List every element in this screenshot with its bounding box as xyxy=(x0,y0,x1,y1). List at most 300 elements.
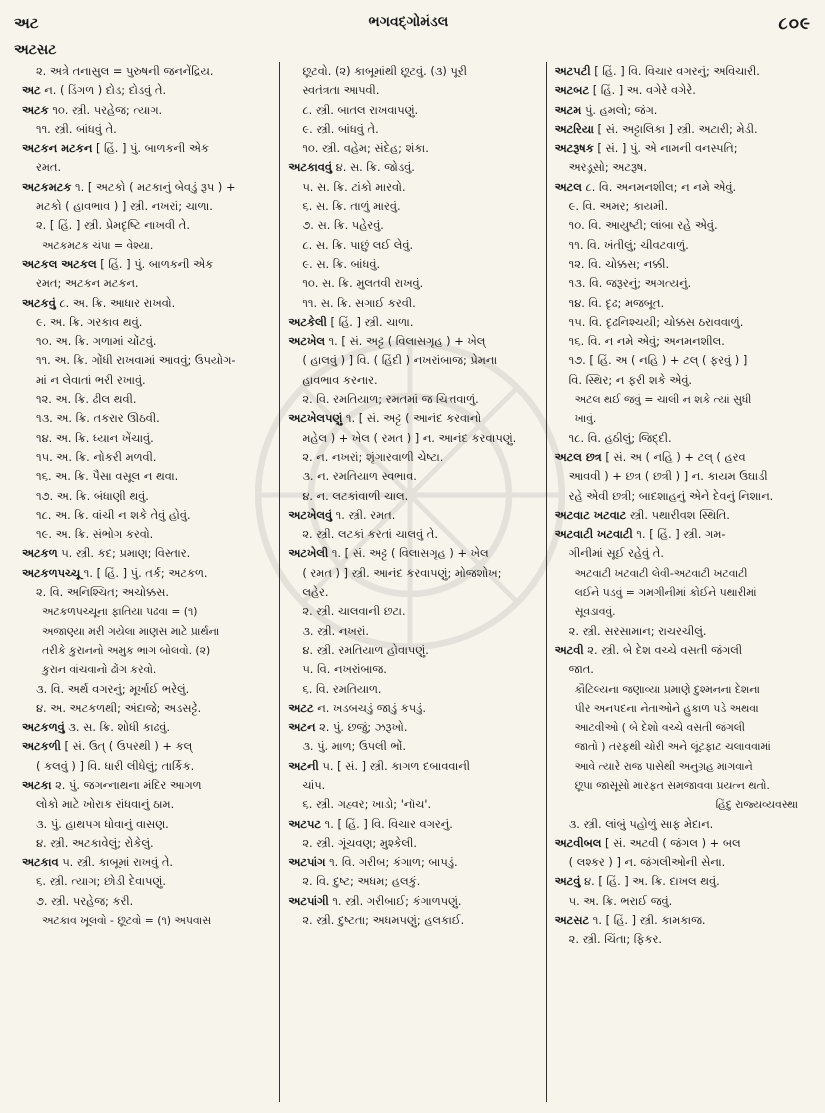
definition-text: ૧૦. સ્ત્રી. વહેમ; સંદેહ; શંકા. xyxy=(302,141,429,156)
entry-columns xyxy=(14,62,812,1102)
definition-text: ૧૨. અ. ક્રિ. ઢીલ થવી. xyxy=(36,392,137,407)
definition-text: ૨. [ હિં. ] સ્ત્રી. પ્રેમદૃષ્ટિ નાખવી તે. xyxy=(36,218,190,233)
definition-text: [ સં. ] પું. એ નામની વનસ્પતિ; xyxy=(593,141,738,156)
definition-line xyxy=(22,911,271,930)
definition-text: [ સં. અટ્ટાલિકા ] સ્ત્રી. અટારી; મેડી. xyxy=(593,121,758,136)
definition-text: ૧. [ અટકો ( મટકાનું બેવડું રૂપ ) + xyxy=(71,179,236,194)
definition-line xyxy=(288,911,537,930)
definition-line xyxy=(555,216,804,235)
definition-line xyxy=(555,795,804,814)
definition-text: ૩. વિ. અર્થ વગરનું; મૂર્ખાઈ ભરેલું. xyxy=(36,681,190,696)
definition-text: ૧૧. સ્ત્રી. બાંધવું તે. xyxy=(36,121,117,136)
definition-line xyxy=(288,834,537,853)
definition-text: ૧૭. [ હિં. અ ( નહિ ) + ટલ્ ( ફરવું ) ] xyxy=(568,353,748,368)
definition-line xyxy=(22,699,271,718)
headword: અટવીબલ xyxy=(554,835,602,850)
definition-text: ૮. સ. ક્રિ. પાછું લઈ લેવું. xyxy=(302,237,414,252)
headword: અટક xyxy=(22,102,49,117)
headword: અટકલ અટકલ xyxy=(22,256,97,271)
dictionary-entry-line xyxy=(22,564,271,583)
headword: અટપાંગી xyxy=(288,893,329,908)
definition-line xyxy=(288,429,537,448)
definition-line xyxy=(22,120,271,139)
definition-text: અજાણ્યા મરી ગયેલા માણસ માટે પ્રાર્થના xyxy=(42,624,220,638)
definition-text: ૯. વિ. અમર; કાયમી. xyxy=(568,199,669,214)
headword: અટલ છત્ર xyxy=(554,449,602,464)
definition-line xyxy=(555,429,804,448)
definition-line xyxy=(555,332,804,351)
definition-line xyxy=(555,622,804,641)
definition-line xyxy=(22,892,271,911)
page-title: ભગવદ્ગોમંડલ xyxy=(368,14,449,30)
definition-line xyxy=(555,583,804,602)
definition-text: ૧. [ હિં. ] પું. તર્ક; અટકળ. xyxy=(80,565,208,580)
headword: અટખેલ xyxy=(288,334,325,349)
definition-line xyxy=(288,62,537,81)
definition-text: ૫. સ્ત્રી. કદ; પ્રમાણ; વિસ્તાર. xyxy=(57,546,191,561)
guide-word-range: અટસટ xyxy=(14,42,57,58)
definition-text: કૌટિલ્યના જણાવ્યા પ્રમાણે દુશ્મનના દેશના xyxy=(574,682,760,696)
headword: અટખેલપણું xyxy=(288,411,343,426)
definition-text: ન. ખડબચડું જાડું કપડું. xyxy=(313,700,426,715)
definition-line xyxy=(288,274,537,293)
definition-text: ૧૦. અ. ક્રિ. ગળામાં ચોંટવું. xyxy=(36,334,157,349)
definition-text: છૂપા જાસૂસો મારફત સમજાવવા પ્રયત્ન થતો. xyxy=(574,778,770,792)
definition-line xyxy=(555,602,804,621)
headword: અટપટ xyxy=(288,816,321,831)
definition-line xyxy=(22,216,271,235)
definition-line xyxy=(22,487,271,506)
definition-text: ૪. સ્ત્રી. રમતિયાળ હોવાપણું. xyxy=(302,642,429,657)
page-header xyxy=(14,14,811,40)
definition-text: ૧૭. અ. ક્રિ. બંધાણી થવું. xyxy=(36,488,149,503)
definition-line xyxy=(288,139,537,158)
definition-text: [ હિં. ] વિ. વિચાર વગરનું; અવિચારી. xyxy=(590,64,760,78)
definition-text: અટકાવ ખૂલવો - છૂટવો = (૧) અપવાસ xyxy=(42,914,211,928)
definition-line xyxy=(288,371,537,390)
definition-text: જાત. xyxy=(568,662,594,677)
headword: અટન xyxy=(288,720,316,735)
dictionary-entry-line xyxy=(288,892,537,911)
definition-line xyxy=(22,602,271,621)
definition-line xyxy=(22,641,271,660)
definition-text: ( હાલવું ) ] વિ. ( હિંદી ) નખરાંબાજ; પ્રેમના xyxy=(302,353,498,368)
definition-text: ૪. ન. લટકાંવાળી ચાલ. xyxy=(302,488,409,503)
definition-line xyxy=(555,255,804,274)
dictionary-entry-line xyxy=(22,81,271,100)
definition-line xyxy=(288,197,537,216)
definition-text: ૧૯. અ. ક્રિ. સંભોગ કરવો. xyxy=(36,527,154,542)
definition-line xyxy=(555,930,804,949)
definition-text: ૯. સ. ક્રિ. બાંધવું. xyxy=(302,256,381,271)
definition-line xyxy=(22,62,271,81)
definition-line xyxy=(555,776,804,795)
definition-line xyxy=(555,718,804,737)
definition-text: કુરાન વાંચવાનો ઢોંગ કરવો. xyxy=(42,663,157,677)
headword: અટકેલી xyxy=(288,314,327,329)
definition-line xyxy=(288,467,537,486)
headword: અટવું xyxy=(554,874,581,889)
definition-text: ૫. [ સં. ] સ્ત્રી. કાગળ દબાવવાની xyxy=(318,758,471,773)
definition-text: ૧. [ હિં. ] સ્ત્રી. કામકાજ. xyxy=(589,913,706,928)
dictionary-entry-line xyxy=(555,872,804,891)
definition-line xyxy=(288,255,537,274)
definition-text: ૮. વિ. અનમનશીલ; ન નમે એવું. xyxy=(581,179,737,194)
definition-line xyxy=(22,158,271,177)
definition-line xyxy=(288,390,537,409)
definition-text: ૯. અ. ક્રિ. ગરકાવ થવું. xyxy=(36,314,143,329)
definition-line xyxy=(288,294,537,313)
definition-text: પું. હમલો; જંગ. xyxy=(581,102,658,117)
definition-line xyxy=(22,815,271,834)
dictionary-entry-line xyxy=(22,718,271,737)
definition-text: ૧૪. અ. ક્રિ. ધ્યાન ખેંચાવું. xyxy=(36,430,154,445)
definition-text: આવે ત્યારે રાજ પાસેથી અનુગ્રહ માગવાને xyxy=(574,759,753,773)
definition-text: ૨. સ્ત્રી. ચિંતા; ફિકર. xyxy=(568,932,663,947)
definition-text: ૨. સ્ત્રી. સરસામાન; રાચરચીલું. xyxy=(568,623,707,638)
definition-text: ૧. [ સં. અટ્ટ ( વિલાસગૃહ ) + ખેલ xyxy=(328,546,489,561)
column-3 xyxy=(546,62,812,1102)
dictionary-entry-line xyxy=(288,313,537,332)
definition-text: [ સં. અટવી ( જંગલ ) + બલ xyxy=(601,835,741,850)
dictionary-entry-line xyxy=(555,120,804,139)
dictionary-entry-line xyxy=(555,448,804,467)
dictionary-entry-line xyxy=(288,332,537,351)
definition-text: ૬. સ. ક્રિ. તાળું મારવું. xyxy=(302,199,401,214)
definition-text: ૧૩. વિ. જરૂરનું; અગત્યનું. xyxy=(568,276,692,291)
definition-line xyxy=(22,448,271,467)
definition-line xyxy=(288,872,537,891)
definition-text: ૨. ન. નખરાં; શૃંગારવાળી ચેષ્ટા. xyxy=(302,449,444,464)
definition-text: લોકો માટે ખોરાક રાંધવાનું ઠામ. xyxy=(36,797,175,812)
headword: અટખેલી xyxy=(288,546,329,561)
definition-text: ૧૪. વિ. દૃઢ; મજબૂત. xyxy=(568,295,665,310)
definition-text: તરીકે કુરાનનો અમુક ભાગ બોલવો. (૨) xyxy=(42,643,211,657)
definition-line xyxy=(22,525,271,544)
definition-text: આવવી ) + છત્ર ( છત્રી ) ] ન. કાયમ ઉઘાડી xyxy=(568,469,768,484)
definition-text: ગીનીમાં સૂઈ રહેવું તે. xyxy=(568,546,664,561)
page-number: ૮૦૯ xyxy=(778,14,811,34)
definition-text: ૨. સ્ત્રી. ગૂંચવણ; મુશ્કેલી. xyxy=(302,835,418,850)
dictionary-entry-line xyxy=(22,139,271,158)
dictionary-entry-line xyxy=(288,506,537,525)
definition-text: ૨. સ્ત્રી. ચાલવાની છટા. xyxy=(302,604,406,619)
column-2 xyxy=(279,62,545,1102)
definition-text: ૩. ન. રમતિયાળ સ્વભાવ. xyxy=(302,469,417,484)
definition-line xyxy=(288,525,537,544)
definition-line xyxy=(288,178,537,197)
definition-line xyxy=(288,448,537,467)
definition-text: ૬. સ્ત્રી. ગહ્વર; ખાડો; 'નૉચ'. xyxy=(302,797,432,812)
definition-text: ૨. વિ. દુષ્ટ; અધમ; હલકું. xyxy=(302,874,421,889)
definition-text: ૨. વિ. અનિશ્ચિત; અચોક્કસ. xyxy=(36,585,170,600)
definition-line xyxy=(555,294,804,313)
definition-line xyxy=(555,351,804,370)
definition-line xyxy=(288,351,537,370)
definition-text: ૨. સ્ત્રી. બે દેશ વચ્ચે વસતી જંગલી xyxy=(583,642,743,657)
definition-line xyxy=(555,815,804,834)
definition-text: ૨. પું. છજું; ઝરૂખો. xyxy=(315,720,408,735)
definition-text: ૧૦. વિ. આયુષ્ટી; લાંબા રહે એવું. xyxy=(568,218,718,233)
definition-text: ૩. સ્ત્રી. લાંબું પહોળું સાફ મેદાન. xyxy=(568,816,714,831)
definition-text: ૧૦. સ્ત્રી. પરહેજ; ત્યાગ. xyxy=(48,102,163,117)
headword: અટકાવ xyxy=(22,855,59,870)
headword: અટવાટ ખટવાટ xyxy=(554,507,627,522)
definition-text: ૧૦. સ. ક્રિ. મુલતવી રાખવું. xyxy=(302,276,424,291)
definition-line xyxy=(288,776,537,795)
definition-text: સ્વતંત્રતા આપવી. xyxy=(302,83,380,98)
definition-line xyxy=(555,680,804,699)
definition-text: ૧. સ્ત્રી. રમત. xyxy=(332,507,396,522)
definition-text: ( લશ્કર ) ] ન. જંગલીઓની સેના. xyxy=(568,855,726,870)
definition-line xyxy=(288,622,537,641)
definition-text: ૧૬. વિ. ન નમે એવું; અનમનશીલ. xyxy=(568,334,725,349)
definition-text: ૧૧. વિ. ખંતીલું; ચીવટવાળું. xyxy=(568,237,689,252)
definition-line xyxy=(22,371,271,390)
definition-line xyxy=(22,757,271,776)
definition-line xyxy=(288,564,537,583)
definition-text: અટલ થઈ જવું = ચાલી ન શકે ત્યાં સુધી xyxy=(574,393,752,407)
dictionary-entry-line xyxy=(288,158,537,177)
dictionary-entry-line xyxy=(555,101,804,120)
dictionary-entry-line xyxy=(555,641,804,660)
definition-text: સૂવડાવવું. xyxy=(574,605,616,619)
definition-line xyxy=(288,795,537,814)
definition-text: ૮. સ્ત્રી. બાતલ રાખવાપણું. xyxy=(302,102,419,117)
definition-line xyxy=(555,409,804,428)
definition-line xyxy=(288,81,537,100)
dictionary-entry-line xyxy=(288,699,537,718)
headword: અટકળવું xyxy=(22,720,65,735)
definition-line xyxy=(288,641,537,660)
definition-text: ૨. અત્રે તનાસુલ = પુરુષની જનનેંદ્રિય. xyxy=(36,64,214,78)
definition-text: ૫. અ. ક્રિ. ભરાઈ જવું. xyxy=(568,893,673,908)
definition-line xyxy=(555,892,804,911)
definition-text: ૧૮. વિ. હઠીલું; જિદ્દી. xyxy=(568,430,672,445)
definition-text: ૫. સ. ક્રિ. ટાંકો મારવો. xyxy=(302,179,406,194)
definition-text: સ્ત્રી. પથારીવશ સ્થિતિ. xyxy=(626,507,730,522)
definition-text: ૭. સ્ત્રી. પરહેજ; કરી. xyxy=(36,893,134,908)
headword: અટવાટી ખટવાટી xyxy=(554,527,633,542)
definition-text: ખાવું. xyxy=(574,412,597,426)
headword: અટરિયા xyxy=(554,121,594,136)
definition-line xyxy=(555,390,804,409)
definition-line xyxy=(22,506,271,525)
dictionary-entry-line xyxy=(288,815,537,834)
definition-line xyxy=(22,332,271,351)
definition-line xyxy=(555,197,804,216)
definition-text: ૧૫. વિ. દૃઢનિશ્ચયી; ચોક્કસ ઠરાવવાળું. xyxy=(568,314,744,329)
definition-text: ૪. સ. ક્રિ. જોડવું. xyxy=(332,160,415,175)
definition-text: લહેર. xyxy=(302,585,329,600)
definition-line xyxy=(22,429,271,448)
definition-line xyxy=(288,236,537,255)
definition-line xyxy=(288,602,537,621)
definition-text: રમત. xyxy=(36,160,62,175)
dictionary-entry-line xyxy=(22,255,271,274)
dictionary-entry-line xyxy=(555,178,804,197)
definition-line xyxy=(288,101,537,120)
definition-text: [ સં. અ ( નહિ ) + ટલ્ ( હરવ xyxy=(601,449,746,464)
definition-line xyxy=(22,834,271,853)
headword: અટકળ xyxy=(22,546,58,561)
definition-line xyxy=(22,680,271,699)
definition-text: ૬. સ્ત્રી. ત્યાગ; છોડી દેવાપણું. xyxy=(36,874,166,889)
dictionary-entry-line xyxy=(288,757,537,776)
definition-line xyxy=(22,197,271,216)
definition-text: ૧. વિ. ગરીબ; કંગાળ; બાપડું. xyxy=(325,855,458,870)
dictionary-entry-line xyxy=(555,911,804,930)
dictionary-entry-line xyxy=(288,853,537,872)
definition-text: ૧. [ સં. અટ્ટ ( આનંદ કરવાનો xyxy=(342,411,482,426)
definition-text: ચાંપ. xyxy=(302,777,326,792)
definition-text: ૩. પું. માળ; ઉપલી ભોં. xyxy=(302,739,407,754)
definition-text: ૧૮. અ. ક્રિ. વાંચી ન શકે તેવું હોવું. xyxy=(36,507,191,522)
headword: અટલ xyxy=(554,179,582,194)
definition-line xyxy=(555,853,804,872)
headword: અટની xyxy=(288,758,319,773)
definition-text: લઈને પડવું = ગમગીનીમાં કોઈને પથારીમાં xyxy=(574,586,757,600)
headword: અટકા xyxy=(22,777,52,792)
definition-text: ૪. [ હિં. ] અ. ક્રિ. દાખલ થવું. xyxy=(580,874,720,889)
definition-text: ૨. પું. જગન્નાથના મંદિર આગળ xyxy=(51,777,202,792)
definition-text: અરડૂસો; અટરૂષ. xyxy=(568,160,648,175)
dictionary-entry-line xyxy=(22,544,271,563)
headword: અટકવું xyxy=(22,295,56,310)
headword: અટવી xyxy=(554,642,584,657)
definition-text: રમત; અટકન મટકન. xyxy=(36,276,139,291)
definition-text: ૪. અ. અટકળથી; અંદાજે; અડસટ્ટે. xyxy=(36,700,202,715)
definition-text: ન. ( ડિંગળ ) દોડ; દોડવું તે. xyxy=(40,83,167,98)
definition-text: ૧૫. અ. ક્રિ. નોકરી મળવી. xyxy=(36,449,157,464)
definition-line xyxy=(22,274,271,293)
definition-text: [ હિં. ] પું. બાળકની એક xyxy=(92,141,209,156)
definition-text: ૨. વિ. રમતિયાળ; રમતમાં જ ચિત્તવાળું. xyxy=(302,392,479,407)
headword: અટપાંગ xyxy=(288,855,326,870)
definition-text: ૪. સ્ત્રી. અટકાવેલું; રોકેલું. xyxy=(36,835,154,850)
definition-line xyxy=(555,544,804,563)
definition-text: ૩. પું. હાથપગ ધોવાનું વાસણ. xyxy=(36,816,169,831)
headword: અટટ xyxy=(288,700,314,715)
definition-line xyxy=(555,564,804,583)
definition-text: ૧. સ્ત્રી. ગરીબાઈ; કંગાળપણું. xyxy=(328,893,462,908)
definition-text: મહેલ ) + ખેલ ( રમત ) ] ન. આનંદ કરવાપણું. xyxy=(302,430,517,445)
definition-line xyxy=(555,660,804,679)
definition-line xyxy=(288,487,537,506)
definition-line xyxy=(288,216,537,235)
definition-line xyxy=(22,872,271,891)
definition-text: [ હિં. ] અ. વગેરે વગેરે. xyxy=(589,83,696,98)
dictionary-entry-line xyxy=(22,737,271,756)
definition-line xyxy=(22,795,271,814)
definition-line xyxy=(555,487,804,506)
dictionary-entry-line xyxy=(22,776,271,795)
definition-line xyxy=(288,737,537,756)
definition-text: ૧. [ હિં. ] સ્ત્રી. ગમ- xyxy=(632,527,726,542)
dictionary-entry-line xyxy=(22,178,271,197)
definition-text: વિ. સ્થિર; ન ફરી શકે એવું. xyxy=(568,372,693,387)
definition-line xyxy=(22,583,271,602)
dictionary-entry-line xyxy=(288,544,537,563)
headword: અટકન મટકન xyxy=(22,141,93,156)
definition-text: ( કલવું ) ] વિ. ધારી લીધેલું; તાર્કિક. xyxy=(36,758,195,773)
definition-text: ૬. વિ. રમતિયાળ. xyxy=(302,681,382,696)
dictionary-entry-line xyxy=(555,525,804,544)
headword: અટકળી xyxy=(22,739,61,754)
headword: અટકળપચ્ચૂ xyxy=(22,565,81,580)
definition-text: ૭. સ. ક્રિ. પહેરવું. xyxy=(302,218,384,233)
definition-line xyxy=(288,583,537,602)
definition-line xyxy=(288,660,537,679)
definition-text: ૯. સ્ત્રી. બાંધવું તે. xyxy=(302,121,379,136)
dictionary-entry-line xyxy=(555,62,804,81)
guide-word-left: અટ xyxy=(14,14,39,32)
headword: અટસટ xyxy=(554,913,590,928)
definition-text: જાતો ) તરફથી ચોરી અને લૂંટફાટ ચલાવવામાં xyxy=(574,740,771,754)
definition-line xyxy=(22,313,271,332)
definition-line xyxy=(288,680,537,699)
headword: અટકમટક xyxy=(22,179,72,194)
column-1 xyxy=(14,62,279,1102)
dictionary-entry-line xyxy=(555,81,804,100)
definition-text: ૧. [ સં. અટ્ટ ( વિલાસગૃહ ) + ખેલ્ xyxy=(324,334,486,349)
headword: અટકાવવું xyxy=(288,160,333,175)
definition-line xyxy=(555,158,804,177)
dictionary-entry-line xyxy=(555,506,804,525)
definition-text: છૂટવો. (૨) કાબૂમાંથી છૂટવું. (૩) પૂરી xyxy=(302,64,467,78)
definition-line xyxy=(555,313,804,332)
dictionary-entry-line xyxy=(22,294,271,313)
definition-line xyxy=(22,351,271,370)
headword: અટરૂષક xyxy=(554,141,594,156)
definition-line xyxy=(555,737,804,756)
headword: અટખેલવું xyxy=(288,507,333,522)
dictionary-entry-line xyxy=(555,834,804,853)
definition-line xyxy=(288,120,537,139)
definition-text: આટવીઓ ( બે દેશો વચ્ચે વસતી જંગલી xyxy=(574,721,745,735)
definition-text: ૩. સ. ક્રિ. શોધી કાઢવું. xyxy=(64,720,170,735)
definition-text: માં ન લેવાતાં ભરી રખાવું. xyxy=(36,372,146,387)
definition-text: ૧૨. વિ. ચોક્કસ; નક્કી. xyxy=(568,256,670,271)
dictionary-entry-line xyxy=(22,853,271,872)
definition-line xyxy=(22,390,271,409)
definition-line xyxy=(22,622,271,641)
definition-text: અટવાટી ખટવાટી લેવી-અટવાટી ખટવાટી xyxy=(574,566,748,580)
definition-line xyxy=(555,274,804,293)
headword: અટબટ xyxy=(554,83,590,98)
dictionary-entry-line xyxy=(288,718,537,737)
definition-line xyxy=(22,660,271,679)
dictionary-entry-line xyxy=(555,139,804,158)
definition-text: [ હિં. ] સ્ત્રી. ચાળા. xyxy=(326,314,414,329)
definition-text: પીર અનપદના નેતાઓને હુકાળ પડે અથવા xyxy=(574,701,759,715)
definition-text: ૧૧. અ. ક્રિ. ગોંધી રાખવામાં આવવું; ઉપયોગ- xyxy=(36,353,236,368)
headword: અટપટી xyxy=(554,64,591,78)
definition-text: હિંદુ રાજ્યવ્યવસ્થા xyxy=(715,798,798,812)
definition-text: અટકમટક ચંપા = વેશ્યા. xyxy=(42,238,154,252)
definition-line xyxy=(22,467,271,486)
definition-text: [ હિં. ] પું. બાળકની એક xyxy=(96,256,214,271)
definition-text: ૫. સ્ત્રી. કાબૂમાં રાખવું તે. xyxy=(58,855,174,870)
definition-text: હાવભાવ કરનાર. xyxy=(302,372,378,387)
definition-text: ૮. અ. ક્રિ. આધાર રાખવો. xyxy=(55,295,176,310)
definition-text: ૩. સ્ત્રી. નખરાં. xyxy=(302,623,370,638)
definition-line xyxy=(555,699,804,718)
dictionary-entry-line xyxy=(288,409,537,428)
definition-text: ૧૩. અ. ક્રિ. તકરાર ઊઠવી. xyxy=(36,411,160,426)
definition-text: ૫. વિ. નખરાંબાજ. xyxy=(302,662,387,677)
definition-line xyxy=(22,236,271,255)
